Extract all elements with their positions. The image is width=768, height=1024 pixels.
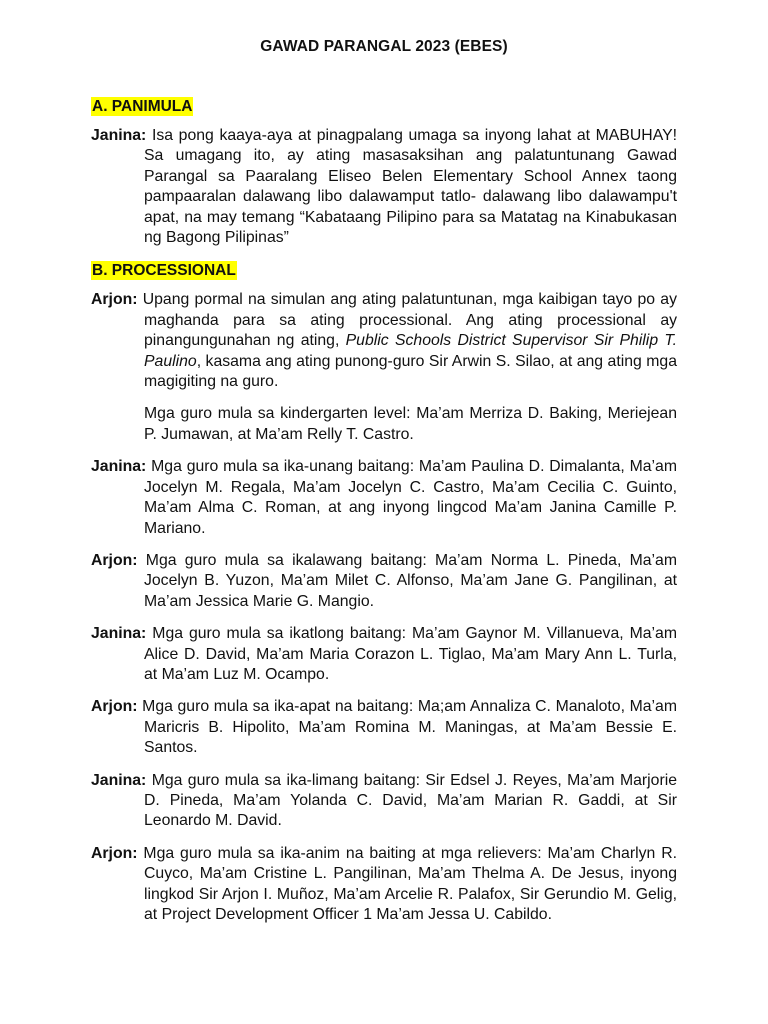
dialogue-text: Mga guro mula sa kindergarten level: Ma’am Merriza D. Baking, Meriejean P. Jumawan, at Ma’am Relly T. Castro. — [144, 405, 677, 443]
dialogue-entry — [91, 771, 677, 832]
dialogue-text: Mga guro mula sa ika-unang baitang: Ma’am Paulina D. Dimalanta, Ma’am Jocelyn M. Regala, Ma’am Jocelyn C. Castro, Ma’am Cecilia C. Guinto, Ma’am Alma C. Roman, at ang inyong lingcod Ma’am Janina Camille P. Mariano. — [144, 458, 677, 537]
dialogue-continuation — [91, 404, 677, 445]
dialogue-text: Upang pormal na simulan ang ating palatuntunan, mga kaibigan tayo po ay maghanda para sa ating processional. Ang ating processional ay pinangungunahan ng ating, — [142, 291, 677, 350]
dialogue-text: , kasama ang ating punong-guro Sir Arwin S. Silao, at ang ating mga magigiting na guro. — [144, 352, 677, 391]
dialogue-entry — [91, 697, 677, 758]
speaker-name: Janina: — [91, 771, 147, 789]
dialogue-text: Mga guro mula sa ikalawang baitang: Ma’am Norma L. Pineda, Ma’am Jocelyn B. Yuzon, Ma’am Milet C. Alfonso, Ma’am Jane G. Pangilinan, at Ma’am Jessica Marie G. Mangio. — [144, 551, 678, 610]
dialogue-text: Isa pong kaaya-aya at pinagpalang umaga sa inyong lahat at MABUHAY! Sa umagang ito, ay ating masasaksihan ang palatuntunang Gawad Parangal sa Paaralang Eliseo Belen Elementary School Annex taong pampaaralan dalawang libo dalawamput tatlo- dalawang libo dalawampu't apat, na may temang “Kabataang Pilipino para sa Matatag na Kinabukasan ng Bagong Pilipinas” — [144, 127, 677, 247]
dialogue-entry — [91, 624, 677, 685]
dialogue-entry — [91, 126, 677, 248]
dialogue-text: Mga guro mula sa ika-limang baitang: Sir Edsel J. Reyes, Ma’am Marjorie D. Pineda, Ma’am Yolanda C. David, Ma’am Marian R. Gaddi, at Sir Leonardo M. David. — [144, 771, 677, 830]
dialogue-entry — [91, 551, 677, 612]
dialogue-entry — [91, 844, 677, 926]
speaker-name: Arjon: — [91, 291, 138, 309]
speaker-name: Janina: — [91, 625, 147, 643]
speaker-name: Arjon: — [91, 844, 138, 862]
dialogue-text: Mga guro mula sa ika-anim na baiting at mga relievers: Ma’am Charlyn R. Cuyco, Ma’am Cristine L. Pangilinan, Ma’am Thelma A. De Jesus, inyong lingkod Sir Arjon I. Muñoz, Ma’am Arcelie R. Palafox, Sir Gerundio M. Gelig, at Project Development Officer 1 Ma’am Jessa U. Cabildo. — [143, 844, 677, 923]
speaker-name: Janina: — [91, 458, 147, 476]
dialogue-entry — [91, 290, 677, 392]
document-title: GAWAD PARANGAL 2023 (EBES) — [260, 38, 508, 55]
dialogue-entry — [91, 457, 677, 539]
dialogue-text: Mga guro mula sa ika-apat na baitang: Ma;am Annaliza C. Manaloto, Ma’am Maricris B. Hipolito, Ma’am Romina M. Maningas, at Ma’am Bessie E. Santos. — [142, 698, 677, 757]
highlighted-heading-text: B. PROCESSIONAL — [92, 262, 236, 280]
dialogue-text: Mga guro mula sa ikatlong baitang: Ma’am Gaynor M. Villanueva, Ma’am Alice D. David, Ma’am Maria Corazon L. Tiglao, Ma’am Mary Ann L. Turla, at Ma’am Luz M. Ocampo. — [144, 625, 677, 683]
highlighted-heading-text: A. PANIMULA — [92, 98, 193, 115]
dialogue-text-italic: Public Schools District Supervisor Sir Philip T. Paulino — [144, 332, 677, 370]
speaker-name: Arjon: — [91, 698, 138, 716]
section-processional — [91, 260, 677, 925]
section-panimula — [91, 96, 677, 248]
speaker-name: Arjon: — [91, 551, 138, 569]
section-heading — [91, 96, 677, 118]
section-heading — [91, 260, 677, 282]
speaker-name: Janina: — [91, 127, 147, 144]
